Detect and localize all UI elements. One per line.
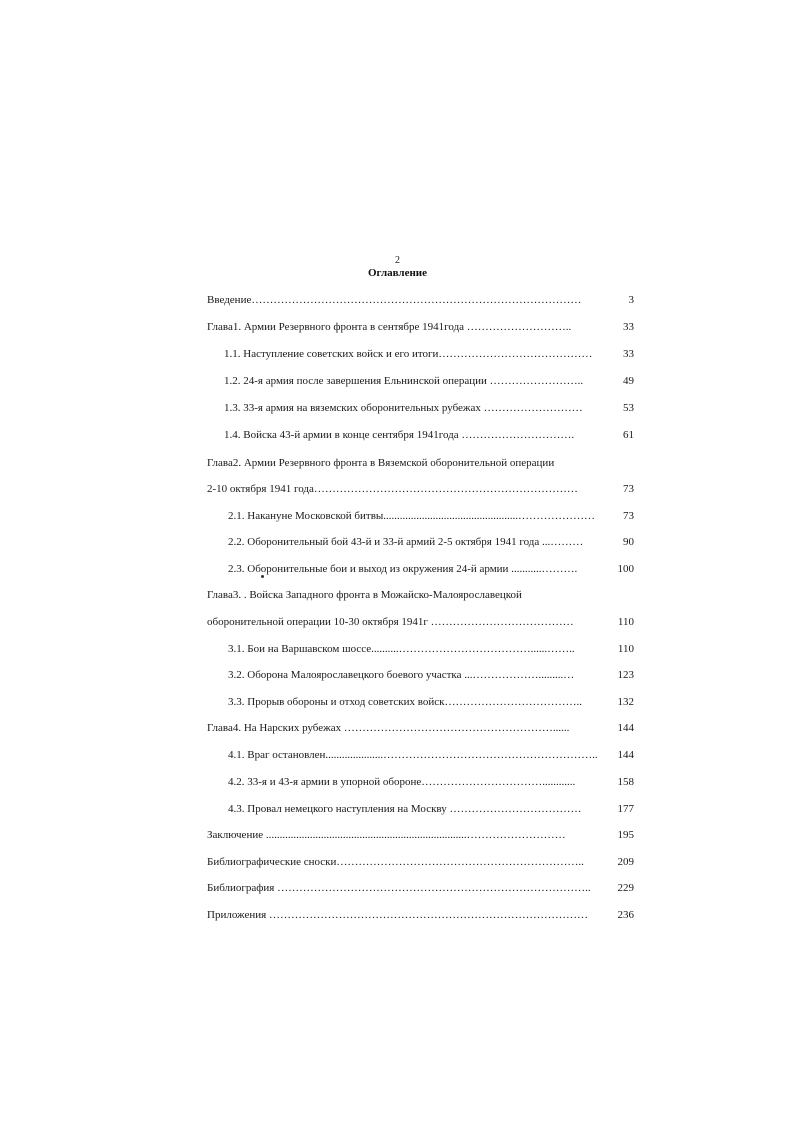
- toc-entry-page: 100: [617, 563, 634, 575]
- toc-entry-appendices: [207, 909, 588, 922]
- toc-entry-page: 209: [617, 856, 634, 868]
- toc-entry-text: 1.3. 33-я армия на вяземских оборонительных рубежах ………………………: [224, 402, 583, 414]
- page-number: 2: [395, 255, 400, 266]
- toc-entry-page: 144: [617, 749, 634, 761]
- toc-entry-text: Глава2. Армии Резервного фронта в Вяземской оборонительной операции: [207, 457, 555, 469]
- toc-entry-text: 2-10 октября 1941 года………………………………………………………………: [207, 483, 578, 495]
- toc-entry-page: 61: [623, 429, 634, 441]
- toc-entry-page: 110: [617, 643, 634, 655]
- toc-entry-text: Библиографические сноски…………………………………………………………..: [207, 856, 584, 868]
- toc-entry-page: 53: [623, 402, 634, 414]
- toc-entry-text: 1.2. 24-я армия после завершения Ельнинской операции ……………………..: [224, 375, 584, 387]
- toc-entry-page: 132: [617, 696, 634, 708]
- toc-entry-page: 73: [623, 510, 634, 522]
- toc-entry-section-3-2: [228, 669, 574, 682]
- toc-entry-text: Глава1. Армии Резервного фронта в сентябре 1941года ………………………..: [207, 321, 572, 333]
- toc-entry-page: 236: [617, 909, 634, 921]
- toc-entry-text: оборонительной операции 10-30 октября 1941г …………………………………: [207, 616, 574, 628]
- toc-entry-text: Заключение .........................................................................………………………: [207, 829, 566, 841]
- toc-entry-page: 49: [623, 375, 634, 387]
- toc-entry-text: Глава3. . Войска Западного фронта в Можайско-Малоярославецкой: [207, 589, 522, 601]
- toc-entry-text: Библиография …………………………………………………………………………..: [207, 882, 591, 894]
- toc-entry-page: 73: [623, 483, 634, 495]
- toc-entry-page: 33: [623, 348, 634, 360]
- scan-speck: [261, 575, 264, 578]
- toc-entry-section-1-1: [224, 348, 592, 361]
- toc-entry-chapter-2: [207, 457, 554, 470]
- toc-entry-conclusion: [207, 829, 566, 842]
- toc-entry-footnotes: [207, 856, 584, 869]
- toc-entry-section-3-1: [228, 643, 575, 656]
- toc-entry-text: 4.1. Враг остановлен.....................…………………………………………………..: [228, 749, 598, 761]
- toc-entry-text: 3.1. Бои на Варшавском шоссе..........………………………………......……..: [228, 643, 575, 655]
- toc-entry-text: 3.3. Прорыв обороны и отход советских войск………………………………..: [228, 696, 582, 708]
- toc-entry-text: 2.2. Оборонительный бой 43-й и 33-й армий 2-5 октября 1941 года ...………: [228, 536, 584, 548]
- toc-entry-section-1-4: [224, 429, 574, 442]
- toc-entry-page: 177: [617, 803, 634, 815]
- toc-entry-text: Глава4. На Нарских рубежах …………………………………………………......: [207, 722, 570, 734]
- toc-entry-chapter-3: [207, 589, 522, 602]
- toc-entry-section-2-1: [228, 510, 595, 523]
- toc-entry-chapter-4: [207, 722, 569, 735]
- toc-entry-page: 33: [623, 321, 634, 333]
- toc-entry-section-2-2: [228, 536, 583, 549]
- toc-entry-section-3-3: [228, 696, 582, 709]
- toc-entry-chapter-3-cont: [207, 616, 574, 629]
- toc-entry-text: 4.3. Провал немецкого наступления на Москву ………………………………: [228, 803, 582, 815]
- toc-entry-section-4-2: [228, 776, 575, 789]
- toc-entry-section-1-2: [224, 375, 583, 388]
- toc-entry-chapter-1: [207, 321, 571, 334]
- toc-entry-chapter-2-cont: [207, 483, 578, 496]
- toc-entry-page: 158: [617, 776, 634, 788]
- toc-entry-page: 3: [628, 294, 634, 306]
- toc-title: Оглавление: [367, 267, 428, 279]
- toc-entry-page: 144: [617, 722, 634, 734]
- toc-entry-text: 4.2. 33-я и 43-я армии в упорной обороне……………………………............: [228, 776, 576, 788]
- toc-entry-section-4-1: [228, 749, 598, 762]
- toc-entry-text: Приложения ……………………………………………………………………………: [207, 909, 588, 921]
- toc-entry-text: 2.3. Оборонительные бои и выход из окружения 24-й армии ...........……….: [228, 563, 578, 575]
- toc-entry-introduction: [207, 294, 581, 307]
- toc-entry-page: 229: [617, 882, 634, 894]
- toc-entry-text: 1.4. Войска 43-й армии в конце сентября 1941года ………………………….: [224, 429, 575, 441]
- toc-entry-section-1-3: [224, 402, 583, 415]
- toc-entry-text: Введение………………………………………………………………………………: [207, 294, 582, 306]
- toc-entry-text: 3.2. Оборона Малоярославецкого боевого участка ...……………….........…: [228, 669, 575, 681]
- toc-entry-text: 2.1. Накануне Московской битвы.................................................…………………: [228, 510, 596, 522]
- toc-entry-section-4-3: [228, 803, 581, 816]
- toc-entry-page: 195: [617, 829, 634, 841]
- toc-entry-bibliography: [207, 882, 591, 895]
- toc-entry-page: 123: [617, 669, 634, 681]
- toc-entry-section-2-3: [228, 563, 577, 576]
- toc-entry-page: 90: [623, 536, 634, 548]
- toc-entry-page: 110: [617, 616, 634, 628]
- toc-entry-text: 1.1. Наступление советских войск и его итоги……………………………………: [224, 348, 593, 360]
